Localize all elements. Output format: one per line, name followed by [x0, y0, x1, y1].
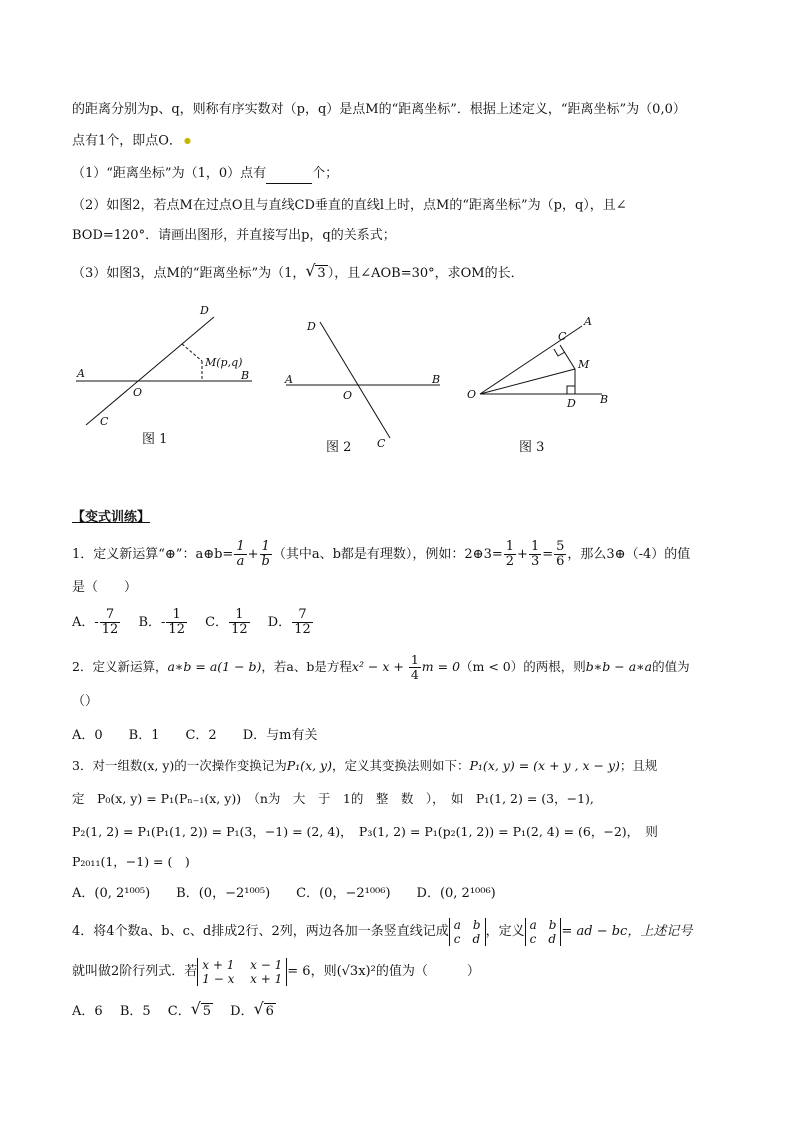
problem-2-line-1: [72, 650, 690, 684]
problem-2-text: 2．定义新运算，: [72, 659, 168, 674]
problem-4-middle: ，定义: [485, 924, 525, 939]
fig3-label-b: B: [600, 393, 609, 406]
fig3-label-m: M: [578, 358, 590, 371]
sqrt-3: √ 3: [315, 265, 327, 282]
question-2-line-1: （2）如图2，若点M在过点O且与直线CD垂直的直线l上时，点M的“距离坐标”为（p，q），且∠: [72, 198, 627, 213]
fig1-label-d: D: [200, 304, 209, 317]
p1-rule: P₁(x, y) = (x + y , x − y): [469, 758, 620, 773]
problem-4-suffix: = ad − bc，上述记号: [561, 924, 693, 939]
choice-d[interactable]: D．√ 6: [230, 1004, 276, 1019]
determinant-x: x + 1 x − 1 1 − x x + 1: [197, 958, 287, 986]
equals-sign: =: [542, 547, 554, 562]
choice-d[interactable]: D． $\frac{7}{12}$: [267, 607, 311, 637]
figure-3-caption: 图 3: [519, 440, 545, 455]
fig3-segment-om: [480, 369, 575, 394]
problem-4-text: 4．将4个数a、b、c、d排成2行、2列，两边各加一条竖直线记成: [72, 924, 449, 939]
fig2-line-cd: [320, 322, 390, 438]
problem-2-suffix: 的值为: [652, 659, 690, 674]
problem-4-line-2: [72, 956, 480, 988]
frac-1-over-2: $\frac{1}{2}$: [505, 539, 515, 569]
problem-2-choices[interactable]: A．0 B．1 C．2 D．与m有关: [72, 728, 318, 743]
figure-1-caption: 图 1: [142, 432, 168, 447]
problem-1-middle: （其中a、b都是有理数），例如：2⊕3=: [272, 547, 503, 562]
question-3-suffix: ），且∠AOB=30°，求OM的长．: [327, 266, 524, 281]
question-2-line-2: BOD=120°．请画出图形，并直接写出p，q的关系式；: [72, 228, 396, 243]
intro-line-2-text: 点有1个，即点O．: [72, 133, 182, 149]
problem-3-middle: ，定义其变换法则如下：: [332, 758, 470, 773]
problem-3-text: 3．对一组数(x, y)的一次操作变换记为: [72, 758, 287, 773]
choice-c[interactable]: C． $\frac{1}{12}$: [205, 607, 248, 637]
answer-blank[interactable]: [266, 169, 312, 184]
frac-1-over-4: $\frac{1}{4}$: [410, 652, 419, 682]
problem-3-line-1: [72, 756, 657, 776]
figure-3: [462, 310, 622, 420]
equation-part-1: x² − x +: [351, 659, 408, 674]
figure-2-caption: 图 2: [326, 440, 352, 455]
fig2-label-b: B: [432, 373, 441, 386]
figure-1: [70, 300, 260, 440]
fig3-label-o: O: [467, 388, 477, 401]
problem-1-suffix: ，那么3⊕（-4）的值: [567, 547, 691, 562]
intro-line-1: 的距离分别为p、q，则称有序实数对（p，q）是点M的“距离坐标”．根据上述定义，“距离坐标”为（0,0）: [72, 102, 686, 117]
figure-2: [280, 310, 450, 450]
frac-5-over-6: $\frac{5}{6}$: [556, 539, 565, 569]
problem-1-text: 1．定义新运算“⊕”：a⊕b=: [72, 547, 234, 562]
problem-4-line-1: [72, 916, 692, 948]
fig2-label-d: D: [307, 320, 316, 333]
marker-dot-icon: ●: [183, 136, 191, 145]
plus-sign: +: [247, 547, 259, 562]
section-title: 【变式训练】: [72, 510, 151, 525]
fig1-label-m: M(p,q): [205, 356, 243, 369]
choice-b[interactable]: B．- $\frac{1}{12}$: [138, 607, 185, 637]
plus-sign-2: +: [517, 547, 528, 562]
problem-3-line-4: P₂₀₁₁(1，−1) = ( ): [72, 854, 190, 869]
fig3-right-angle-d: [567, 386, 575, 394]
problem-4-suffix-2: = 6，则(√3x)²的值为（ ）: [287, 964, 480, 979]
choice-b[interactable]: B．5: [119, 1004, 151, 1019]
fig3-label-d: D: [567, 397, 576, 410]
question-1-suffix: 个；: [312, 166, 339, 181]
frac-1-over-b: $\frac{1}{b}$: [261, 539, 270, 569]
fig1-label-b: B: [241, 369, 250, 382]
fig3-label-a: A: [584, 315, 592, 328]
problem-4-text-2: 就叫做2阶行列式．若: [72, 964, 198, 979]
problem-1-choices: [72, 606, 314, 640]
fig1-label-a: A: [77, 367, 85, 380]
problem-3-suffix: ；且规: [619, 758, 658, 773]
question-1: [72, 164, 338, 184]
fig1-label-o: O: [133, 386, 143, 399]
question-3-text: （3）如图3，点M的“距离坐标”为（1，: [72, 266, 306, 281]
choice-c[interactable]: C．√ 5: [168, 1004, 213, 1019]
fig1-label-c: C: [100, 415, 109, 428]
fig3-ray-oa: [480, 326, 582, 394]
determinant-abcd: a b c d: [449, 918, 486, 946]
p1-notation: P₁(x, y): [286, 758, 332, 773]
problem-1-line-2: 是（ ）: [72, 580, 138, 595]
intro-line-2: [72, 131, 191, 152]
problem-4-choices: [72, 1002, 276, 1022]
question-3: [72, 264, 524, 284]
fig1-line-cd: [86, 317, 214, 425]
problem-3-line-2: 定 P₀(x, y) = P₁(Pₙ₋₁(x, y)) （n为 大 于 1的 整 数 ）， 如 P₁(1, 2) = (3，−1),: [72, 791, 594, 806]
fig3-label-c: C: [558, 330, 567, 343]
choice-a[interactable]: A．6: [72, 1004, 103, 1019]
frac-1-over-3: $\frac{1}{3}$: [530, 539, 540, 569]
choice-a[interactable]: A．- $\frac{7}{12}$: [72, 607, 119, 637]
problem-3-line-3: P₂(1, 2) = P₁(P₁(1, 2)) = P₁(3，−1) = (2, 4)， P₃(1, 2) = P₁(p₂(1, 2)) = P₁(2, 4) = (6，−2)， 则: [72, 824, 658, 839]
question-1-text: （1）“距离坐标”为（1，0）点有: [72, 166, 267, 181]
problem-2-middle: ，若a、b是方程: [261, 659, 352, 674]
fig3-segment-mc: [560, 345, 575, 369]
fig1-perp-to-cd: [182, 344, 202, 361]
problem-3-choices[interactable]: A．(0, 2¹⁰⁰⁵) B．(0，−2¹⁰⁰⁵) C．(0，−2¹⁰⁰⁶) D．(0, 2¹⁰⁰⁶): [72, 886, 496, 901]
operation-definition: a∗b = a(1 − b): [167, 659, 262, 674]
determinant-definition: a b c d: [525, 918, 562, 946]
fig2-label-a: A: [285, 373, 293, 386]
equation-part-2: m = 0: [421, 659, 461, 674]
problem-2-middle-2: 的两根，则: [523, 659, 586, 674]
fig2-label-o: O: [343, 389, 353, 402]
fig2-label-c: C: [377, 437, 386, 450]
problem-1-line-1: [72, 538, 690, 572]
expression: b∗b − a∗a: [585, 659, 653, 674]
condition: （m < 0）: [460, 659, 524, 674]
problem-2-line-2: （）: [72, 694, 99, 709]
frac-1-over-a: $\frac{1}{a}$: [236, 539, 245, 569]
